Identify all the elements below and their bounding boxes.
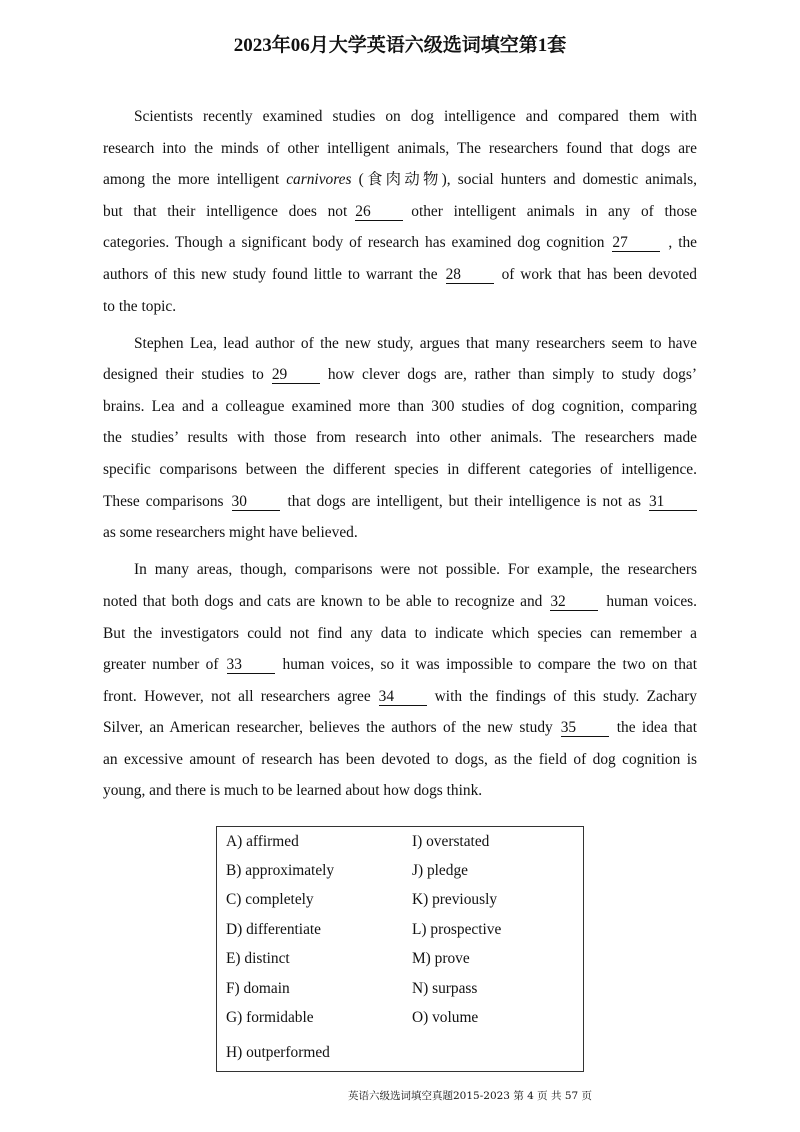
word-option: D) differentiate [226,921,322,938]
text-run: that dogs are intelligent, but their intelligence is not as [287,492,641,510]
text-run: categories. Though a significant body of research has examined dog cognition [103,234,605,252]
text-run: how clever dogs are, rather than simply to study dogs’ [327,366,697,384]
word-option: A) affirmed [226,833,299,850]
text-run: Stephen Lea, lead author of the new study, argues that many researchers seem to have [134,334,697,352]
text-run: research into the minds of other intelligent animals, The researchers found that dogs are [103,139,697,157]
blank-26: 26 [355,203,403,221]
blank-29: 29 [272,366,320,384]
text-run: of work that has been devoted [501,265,697,283]
text-line [103,649,697,681]
word-bank [216,826,584,1072]
text-run: Silver, an American researcher, believes the authors of the new study [103,719,553,737]
text-line [103,681,697,713]
text-run: authors of this new study found little to warrant the [103,265,438,283]
text-run: an excessive amount of research has been devoted to dogs, as the field of dog cognition is [103,750,697,768]
text-run: front. However, not all researchers agree [103,687,371,705]
word-option: G) formidable [226,1009,314,1026]
blank-28: 28 [446,266,494,284]
blank-30: 30 [232,493,280,511]
passage [103,101,697,813]
text-run: human voices, so it was impossible to compare the two on that [282,656,697,674]
word-option: I) overstated [412,833,490,850]
text-line [103,391,697,423]
text-line [103,486,697,518]
word-option: J) pledge [412,862,468,879]
paragraph [103,101,697,322]
text-run: Scientists recently examined studies on dog intelligence and compared them with [134,108,697,125]
text-run: designed their studies to [103,366,264,384]
text-line [103,101,697,133]
text-line [103,328,697,360]
text-line [103,554,697,586]
text-run: the studies’ results with those from research into other animals. The researchers made [103,429,697,447]
word-option: N) surpass [412,980,478,997]
text-run: among the more intelligent [103,171,287,189]
text-line [103,259,697,291]
text-line [103,359,697,391]
blank-32: 32 [550,593,598,611]
word-option: F) domain [226,980,290,997]
text-run: specific comparisons between the different species in different categories of intelligence. [103,461,697,479]
text-line [103,775,697,807]
text-line [103,133,697,165]
word-option: M) prove [412,950,470,967]
text-line [103,618,697,650]
blank-27: 27 [612,234,660,252]
page-title: 2023年06月大学英语六级选词填空第1套 [233,35,567,56]
text-line [103,291,697,323]
text-run: brains. Lea and a colleague examined more than 300 studies of dog cognition, comparing [103,397,697,415]
text-run: the idea that [616,719,698,737]
word-option: H) outperformed [226,1044,330,1061]
text-run: other intelligent animals in any of those [411,202,698,220]
text-line [103,164,697,196]
blank-35: 35 [561,719,609,737]
text-run: as some researchers might have believed. [103,524,358,542]
text-line [103,196,697,228]
page-footer: 英语六级选词填空真题2015-2023 第 4 页 共 57 页 [348,1090,593,1102]
text-run: , the [668,234,698,252]
text-line [103,712,697,744]
text-run: to the topic. [103,297,177,315]
word-option: B) approximately [226,862,335,879]
text-line [103,422,697,454]
text-line [103,517,697,549]
italic-term: carnivores [286,171,352,189]
blank-31: 31 [649,493,697,511]
text-line [103,227,697,259]
text-run: young, and there is much to be learned about how dogs think. [103,782,483,800]
word-option: K) previously [412,891,498,908]
text-run: but that their intelligence does not [103,202,348,220]
text-line [103,586,697,618]
word-option: O) volume [412,1009,479,1026]
text-run: These comparisons [103,492,224,510]
text-run: noted that both dogs and cats are known to be able to recognize and [103,592,543,610]
text-run: In many areas, though, comparisons were not possible. For example, the researchers [134,561,697,579]
word-option: L) prospective [412,921,502,938]
text-run: with the findings of this study. Zachary [434,687,697,705]
blank-33: 33 [227,656,275,674]
word-option: E) distinct [226,950,290,967]
text-run: human voices. [606,592,698,610]
text-line [103,744,697,776]
paragraph [103,554,697,807]
text-run: greater number of [103,656,219,674]
text-run: But the investigators could not find any data to indicate which species can remember a [103,624,697,642]
blank-34: 34 [379,688,427,706]
word-option: C) completely [226,891,314,908]
text-line [103,454,697,486]
text-run: (食肉动物), social hunters and domestic animals, [351,171,697,189]
paragraph [103,328,697,549]
